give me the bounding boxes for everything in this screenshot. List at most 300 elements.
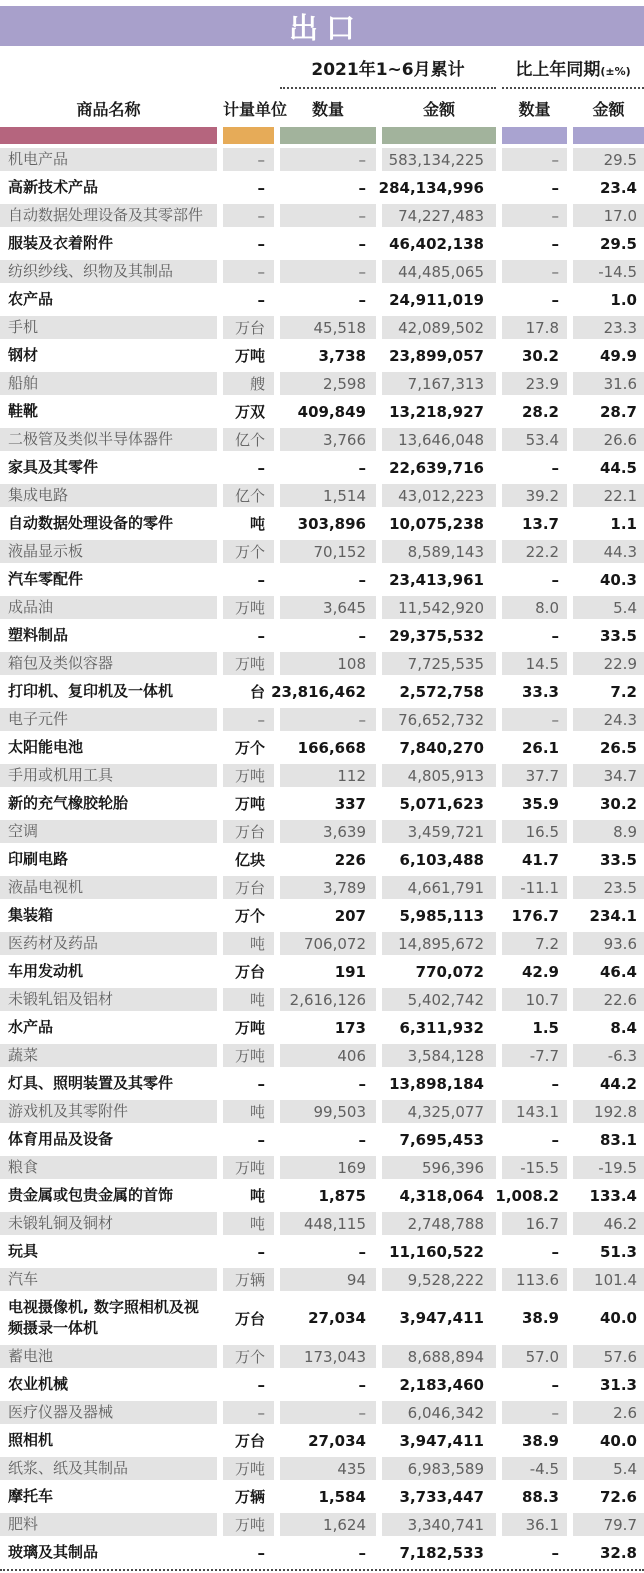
unit-cell: 万台 [234, 963, 265, 981]
yoy-amount-cell: 83.1 [599, 1130, 637, 1149]
table-row [0, 400, 644, 423]
unit-cell: 万台 [223, 876, 274, 899]
amount-cell: 8,589,143 [382, 540, 496, 563]
amount-cell: 22,639,716 [389, 458, 484, 477]
quantity-cell: 1,624 [280, 1513, 376, 1536]
unit-cell: – [257, 1074, 265, 1093]
table-row [0, 1128, 644, 1151]
quantity-cell: – [358, 1242, 366, 1261]
export-infographic [0, 6, 644, 1571]
quantity-cell: – [280, 204, 376, 227]
yoy-amount-cell: 22.6 [573, 988, 644, 1011]
unit-cell: 台 [249, 683, 265, 701]
product-name-cell: 玻璃及其制品 [8, 1543, 99, 1561]
yoy-amount-cell: 79.7 [573, 1513, 644, 1536]
unit-cell: – [257, 570, 265, 589]
product-name-cell: 家具及其零件 [8, 458, 99, 476]
table-row [0, 1072, 644, 1095]
product-name-cell: 农产品 [8, 290, 54, 308]
unit-cell: 万吨 [223, 764, 274, 787]
amount-cell: 44,485,065 [382, 260, 496, 283]
amount-cell: 4,318,064 [399, 1186, 484, 1205]
table-row [0, 960, 644, 983]
yoy-amount-cell: 192.8 [573, 1100, 644, 1123]
amount-cell: 9,528,222 [382, 1268, 496, 1291]
product-name-cell: 照相机 [8, 1431, 54, 1449]
amount-cell: 6,311,932 [399, 1018, 484, 1037]
quantity-cell: 99,503 [280, 1100, 376, 1123]
table-row [0, 876, 644, 899]
table-row [0, 792, 644, 815]
table-row [0, 1156, 644, 1179]
quantity-cell: 226 [334, 850, 366, 869]
quantity-cell: – [280, 708, 376, 731]
unit-cell: – [257, 1543, 265, 1562]
table-row [0, 1212, 644, 1235]
yoy-amount-cell: 93.6 [573, 932, 644, 955]
yoy-quantity-cell: -15.5 [502, 1156, 567, 1179]
product-name-cell: 自动数据处理设备的零件 [8, 514, 174, 532]
unit-cell: – [257, 458, 265, 477]
unit-cell: 万个 [223, 1345, 274, 1368]
amount-cell: 3,584,128 [382, 1044, 496, 1067]
unit-cell: 万台 [223, 316, 274, 339]
column-label-yoy-quantity: 数量 [518, 100, 551, 119]
product-name-cell: 塑料制品 [8, 626, 69, 644]
yoy-amount-cell: 30.2 [599, 794, 637, 813]
product-name-cell: 空调 [0, 820, 217, 843]
unit-cell: 万吨 [223, 1513, 274, 1536]
quantity-cell: 3,645 [280, 596, 376, 619]
unit-cell: 万辆 [234, 1488, 265, 1506]
amount-cell: 10,075,238 [389, 514, 484, 533]
product-name-cell: 纸浆、纸及其制品 [0, 1457, 217, 1480]
amount-cell: 3,733,447 [399, 1487, 484, 1506]
amount-cell: 2,183,460 [399, 1375, 484, 1394]
yoy-quantity-cell: 26.1 [521, 738, 559, 757]
amount-cell: 76,652,732 [382, 708, 496, 731]
yoy-amount-cell: -19.5 [573, 1156, 644, 1179]
unit-cell: 吨 [223, 1100, 274, 1123]
table-row [0, 512, 644, 535]
product-name-cell: 医药材及药品 [0, 932, 217, 955]
unit-cell: – [223, 260, 274, 283]
yoy-amount-cell: 5.4 [573, 596, 644, 619]
yoy-amount-cell: 23.4 [599, 178, 637, 197]
product-name-cell: 车用发动机 [8, 962, 84, 980]
yoy-amount-color-bar [573, 127, 644, 144]
yoy-quantity-cell: – [502, 708, 567, 731]
yoy-amount-cell: 23.3 [573, 316, 644, 339]
yoy-quantity-cell: – [551, 1242, 559, 1261]
group-header-yoy [502, 55, 644, 89]
unit-cell: 亿块 [234, 851, 265, 869]
yoy-quantity-cell: 38.9 [521, 1431, 559, 1450]
yoy-quantity-cell: -7.7 [502, 1044, 567, 1067]
yoy-quantity-cell: 7.2 [502, 932, 567, 955]
yoy-amount-cell: 1.0 [610, 290, 637, 309]
unit-cell: 亿个 [223, 428, 274, 451]
unit-cell: 亿个 [223, 484, 274, 507]
product-name-cell: 箱包及类似容器 [0, 652, 217, 675]
amount-cell: 583,134,225 [382, 148, 496, 171]
quantity-cell: 166,668 [297, 738, 366, 757]
yoy-amount-cell: 72.6 [599, 1487, 637, 1506]
amount-cell: 284,134,996 [378, 178, 484, 197]
quantity-cell: – [358, 234, 366, 253]
quantity-cell: 169 [280, 1156, 376, 1179]
yoy-quantity-cell: – [502, 204, 567, 227]
column-group-row [0, 55, 644, 89]
product-name-cell: 集成电路 [0, 484, 217, 507]
table-row [0, 1373, 644, 1396]
yoy-amount-cell: 40.3 [599, 570, 637, 589]
yoy-quantity-cell: -4.5 [502, 1457, 567, 1480]
product-name-cell: 集装箱 [8, 906, 54, 924]
yoy-quantity-cell: 28.2 [521, 402, 559, 421]
amount-cell: 3,459,721 [382, 820, 496, 843]
amount-cell: 596,396 [382, 1156, 496, 1179]
unit-cell: 万个 [234, 739, 265, 757]
amount-cell: 24,911,019 [389, 290, 484, 309]
table-row [0, 1184, 644, 1207]
yoy-quantity-cell: 35.9 [521, 794, 559, 813]
product-name-cell: 体育用品及设备 [8, 1130, 114, 1148]
quantity-cell: 173 [334, 1018, 366, 1037]
quantity-cell: – [358, 1074, 366, 1093]
amount-cell: 7,725,535 [382, 652, 496, 675]
amount-cell: 2,748,788 [382, 1212, 496, 1235]
yoy-amount-cell: 57.6 [573, 1345, 644, 1368]
amount-cell: 29,375,532 [389, 626, 484, 645]
bottom-divider [0, 1569, 644, 1571]
product-name-cell: 未锻轧铜及铜材 [0, 1212, 217, 1235]
yoy-quantity-cell: 1,008.2 [495, 1186, 559, 1205]
quantity-cell: 3,789 [280, 876, 376, 899]
cumulative-amount-color-bar [382, 127, 496, 144]
table-row [0, 1513, 644, 1536]
table-row [0, 484, 644, 507]
unit-cell: 万吨 [234, 1019, 265, 1037]
amount-cell: 7,167,313 [382, 372, 496, 395]
amount-cell: 770,072 [415, 962, 484, 981]
unit-cell: 吨 [223, 932, 274, 955]
product-color-bar [0, 127, 217, 144]
product-name-cell: 电子元件 [0, 708, 217, 731]
yoy-amount-cell: 133.4 [589, 1186, 637, 1205]
yoy-amount-cell: 46.4 [599, 962, 637, 981]
amount-cell: 13,646,048 [382, 428, 496, 451]
quantity-cell: – [280, 260, 376, 283]
quantity-cell: 108 [280, 652, 376, 675]
table-row [0, 1100, 644, 1123]
page-title [0, 6, 644, 46]
amount-cell: 6,046,342 [382, 1401, 496, 1424]
yoy-amount-cell: 32.8 [599, 1543, 637, 1562]
yoy-quantity-cell: 16.5 [502, 820, 567, 843]
product-name-cell: 未锻轧铝及铝材 [0, 988, 217, 1011]
quantity-cell: 435 [280, 1457, 376, 1480]
yoy-amount-cell: 31.3 [599, 1375, 637, 1394]
yoy-amount-cell: 31.6 [573, 372, 644, 395]
yoy-amount-cell: 22.1 [573, 484, 644, 507]
quantity-cell: – [358, 1130, 366, 1149]
table-row [0, 680, 644, 703]
group-header-cumulative-label: 2021年1~6月累计 [311, 60, 465, 80]
yoy-quantity-cell: 30.2 [521, 346, 559, 365]
yoy-amount-cell: 44.2 [599, 1074, 637, 1093]
yoy-amount-cell: 23.5 [573, 876, 644, 899]
table-row [0, 820, 644, 843]
product-name-cell: 钢材 [8, 346, 39, 364]
product-name-cell: 印刷电路 [8, 850, 69, 868]
table-row [0, 1429, 644, 1452]
product-name-cell: 打印机、复印机及一体机 [8, 682, 174, 700]
page-title-text: 出口 [288, 10, 363, 45]
yoy-quantity-cell: – [502, 148, 567, 171]
quantity-cell: 303,896 [297, 514, 366, 533]
table-row [0, 1457, 644, 1480]
amount-cell: 13,218,927 [389, 402, 484, 421]
product-name-cell: 农业机械 [8, 1375, 69, 1393]
yoy-quantity-cell: – [551, 290, 559, 309]
quantity-cell: 448,115 [280, 1212, 376, 1235]
table-row [0, 988, 644, 1011]
amount-cell: 23,413,961 [389, 570, 484, 589]
product-name-cell: 灯具、照明装置及其零件 [8, 1074, 174, 1092]
quantity-cell: – [358, 458, 366, 477]
unit-cell: 艘 [223, 372, 274, 395]
yoy-quantity-cell: 176.7 [511, 906, 559, 925]
product-name-cell: 蓄电池 [0, 1345, 217, 1368]
yoy-amount-cell: 33.5 [599, 626, 637, 645]
unit-cell: 万吨 [234, 795, 265, 813]
yoy-quantity-cell: – [551, 1130, 559, 1149]
table-row [0, 904, 644, 927]
yoy-amount-cell: 44.5 [599, 458, 637, 477]
unit-cell: 万双 [234, 403, 265, 421]
quantity-cell: 1,875 [318, 1186, 366, 1205]
table-row [0, 1296, 644, 1340]
yoy-quantity-cell: 33.3 [521, 682, 559, 701]
unit-cell: 吨 [249, 515, 265, 533]
yoy-amount-cell: 8.4 [610, 1018, 637, 1037]
yoy-quantity-cell: – [551, 1074, 559, 1093]
group-header-yoy-label: 比上年同期 [515, 60, 601, 80]
table-row [0, 232, 644, 255]
table-row [0, 1541, 644, 1564]
product-name-cell: 鞋靴 [8, 402, 39, 420]
yoy-amount-cell: 46.2 [573, 1212, 644, 1235]
unit-cell: 万台 [234, 1432, 265, 1450]
table-row [0, 344, 644, 367]
yoy-amount-cell: 24.3 [573, 708, 644, 731]
amount-cell: 14,895,672 [382, 932, 496, 955]
quantity-cell: – [358, 290, 366, 309]
quantity-cell: – [358, 626, 366, 645]
quantity-cell: – [358, 178, 366, 197]
yoy-amount-cell: 17.0 [573, 204, 644, 227]
yoy-amount-cell: -14.5 [573, 260, 644, 283]
column-label-amount: 金额 [422, 100, 455, 119]
product-name-cell: 玩具 [8, 1242, 39, 1260]
product-name-cell: 服装及衣着附件 [8, 234, 114, 252]
yoy-amount-cell: 22.9 [573, 652, 644, 675]
table-row [0, 456, 644, 479]
yoy-amount-cell: 1.1 [610, 514, 637, 533]
table-header [0, 55, 644, 144]
table-row [0, 428, 644, 451]
unit-cell: 万吨 [223, 1156, 274, 1179]
amount-cell: 6,103,488 [399, 850, 484, 869]
table-row [0, 1044, 644, 1067]
product-name-cell: 医疗仪器及器械 [0, 1401, 217, 1424]
yoy-amount-cell: 34.7 [573, 764, 644, 787]
table-row [0, 932, 644, 955]
column-label-unit: 计量单位 [223, 100, 288, 119]
amount-cell: 23,899,057 [389, 346, 484, 365]
amount-cell: 4,325,077 [382, 1100, 496, 1123]
product-name-cell: 纺织纱线、织物及其制品 [0, 260, 217, 283]
table-row [0, 316, 644, 339]
table-row [0, 1485, 644, 1508]
amount-cell: 2,572,758 [399, 682, 484, 701]
amount-cell: 46,402,138 [389, 234, 484, 253]
amount-cell: 7,695,453 [399, 1130, 484, 1149]
group-header-cumulative [280, 55, 496, 89]
yoy-quantity-cell: 14.5 [502, 652, 567, 675]
amount-cell: 43,012,223 [382, 484, 496, 507]
product-name-cell: 摩托车 [8, 1487, 54, 1505]
quantity-cell: 23,816,462 [271, 682, 366, 701]
yoy-amount-cell: 44.3 [573, 540, 644, 563]
yoy-quantity-cell: 22.2 [502, 540, 567, 563]
yoy-quantity-cell: – [502, 1401, 567, 1424]
yoy-quantity-cell: 16.7 [502, 1212, 567, 1235]
yoy-amount-cell: 49.9 [599, 346, 637, 365]
yoy-quantity-cell: 41.7 [521, 850, 559, 869]
yoy-amount-cell: 5.4 [573, 1457, 644, 1480]
table-row [0, 1268, 644, 1291]
yoy-amount-cell: 2.6 [573, 1401, 644, 1424]
unit-cell: – [223, 148, 274, 171]
quantity-cell: 207 [334, 906, 366, 925]
product-name-cell: 电视摄像机, 数字照相机及视频摄录一体机 [8, 1298, 199, 1337]
yoy-amount-cell: 29.5 [573, 148, 644, 171]
table-row [0, 624, 644, 647]
yoy-quantity-cell: 57.0 [502, 1345, 567, 1368]
amount-cell: 3,947,411 [399, 1431, 484, 1450]
yoy-quantity-cell: – [551, 626, 559, 645]
unit-cell: – [257, 1375, 265, 1394]
yoy-amount-cell: 234.1 [589, 906, 637, 925]
quantity-cell: 27,034 [308, 1431, 366, 1450]
column-label-quantity: 数量 [311, 100, 344, 119]
yoy-amount-cell: 29.5 [599, 234, 637, 253]
product-name-cell: 贵金属或包贵金属的首饰 [8, 1186, 174, 1204]
unit-cell: 万吨 [223, 1457, 274, 1480]
yoy-amount-cell: 40.0 [599, 1431, 637, 1450]
unit-cell: – [223, 204, 274, 227]
product-name-cell: 高新技术产品 [8, 178, 99, 196]
table-body [0, 148, 644, 1564]
column-label-product: 商品名称 [76, 100, 141, 119]
yoy-amount-cell: 8.9 [573, 820, 644, 843]
quantity-cell: – [358, 1375, 366, 1394]
yoy-quantity-cell: – [551, 1375, 559, 1394]
table-row [0, 1240, 644, 1263]
yoy-quantity-cell: 38.9 [521, 1309, 559, 1327]
group-header-yoy-suffix: (±%) [600, 65, 631, 78]
table-row [0, 372, 644, 395]
quantity-cell: 706,072 [280, 932, 376, 955]
quantity-cell: 2,598 [280, 372, 376, 395]
table-row [0, 176, 644, 199]
amount-cell: 5,985,113 [399, 906, 484, 925]
unit-cell: – [223, 708, 274, 731]
yoy-quantity-cell: 13.7 [521, 514, 559, 533]
yoy-quantity-cell: – [502, 260, 567, 283]
unit-cell: – [257, 290, 265, 309]
table-row [0, 652, 644, 675]
product-name-cell: 肥料 [0, 1513, 217, 1536]
yoy-amount-cell: 40.0 [599, 1309, 637, 1327]
amount-cell: 6,983,589 [382, 1457, 496, 1480]
amount-cell: 74,227,483 [382, 204, 496, 227]
amount-cell: 4,661,791 [382, 876, 496, 899]
yoy-quantity-cell: 113.6 [502, 1268, 567, 1291]
unit-cell: 万个 [234, 907, 265, 925]
unit-cell: – [257, 178, 265, 197]
quantity-cell: – [280, 1401, 376, 1424]
unit-cell: 吨 [223, 1212, 274, 1235]
yoy-quantity-cell: 53.4 [502, 428, 567, 451]
product-name-cell: 液晶电视机 [0, 876, 217, 899]
table-row [0, 260, 644, 283]
yoy-quantity-cell: – [551, 458, 559, 477]
unit-cell: 万吨 [234, 347, 265, 365]
yoy-quantity-cell: 10.7 [502, 988, 567, 1011]
table-row [0, 764, 644, 787]
yoy-quantity-cell: 88.3 [521, 1487, 559, 1506]
unit-cell: 万台 [234, 1309, 265, 1328]
product-name-cell: 新的充气橡胶轮胎 [8, 794, 129, 812]
yoy-quantity-cell: – [551, 1543, 559, 1562]
quantity-cell: 2,616,126 [280, 988, 376, 1011]
quantity-cell: 409,849 [297, 402, 366, 421]
product-name-cell: 船舶 [0, 372, 217, 395]
quantity-cell: 1,584 [318, 1487, 366, 1506]
quantity-cell: – [358, 570, 366, 589]
table-row [0, 596, 644, 619]
yoy-quantity-cell: 36.1 [502, 1513, 567, 1536]
unit-cell: 万台 [223, 820, 274, 843]
yoy-amount-cell: -6.3 [573, 1044, 644, 1067]
quantity-cell: 337 [334, 794, 366, 813]
yoy-amount-cell: 7.2 [610, 682, 637, 701]
yoy-quantity-cell: 8.0 [502, 596, 567, 619]
yoy-quantity-color-bar [502, 127, 567, 144]
unit-cell: 吨 [223, 988, 274, 1011]
table-row [0, 736, 644, 759]
table-row [0, 204, 644, 227]
yoy-amount-cell: 33.5 [599, 850, 637, 869]
amount-cell: 3,947,411 [399, 1309, 484, 1327]
quantity-cell: 27,034 [308, 1309, 366, 1327]
column-label-yoy-amount: 金额 [592, 100, 625, 119]
unit-cell: – [257, 234, 265, 253]
product-name-cell: 水产品 [8, 1018, 54, 1036]
